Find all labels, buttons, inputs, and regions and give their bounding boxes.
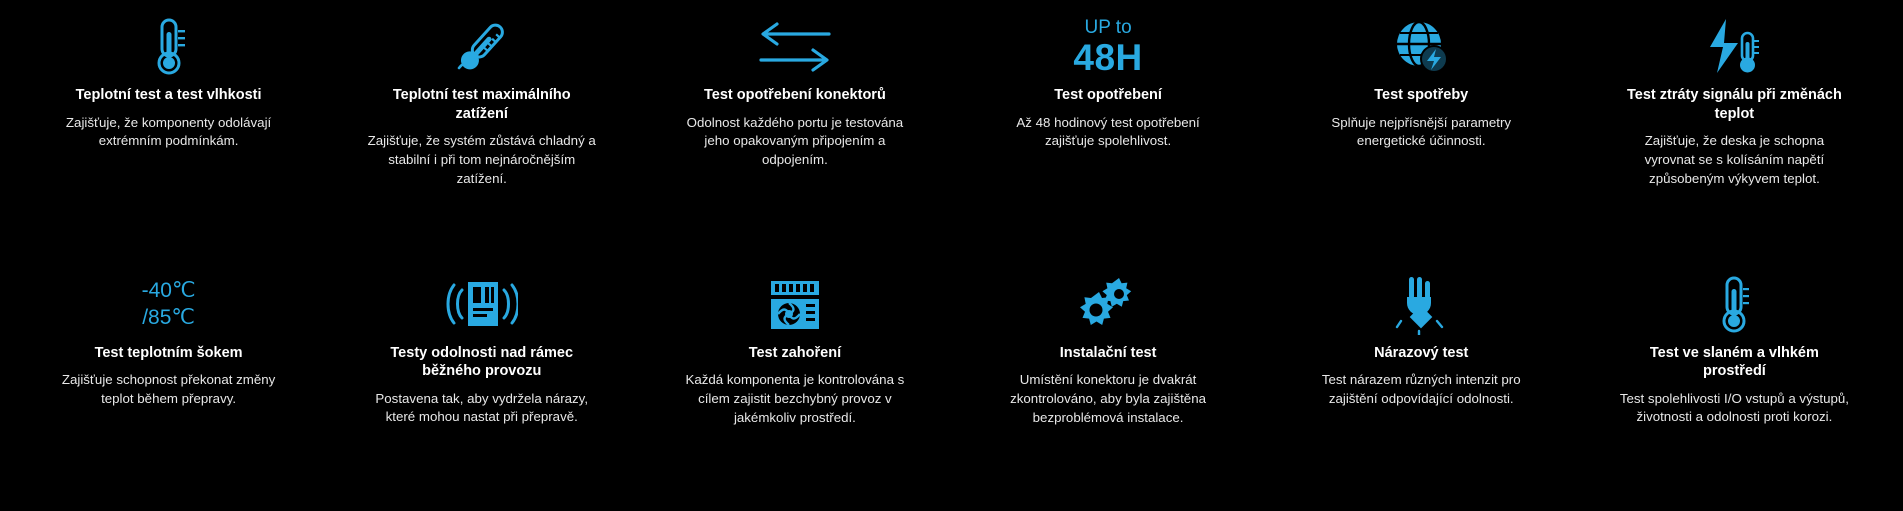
feature-title: Test ve slaném a vlhkém prostředí	[1649, 344, 1819, 380]
feature-card-max-load-temperature	[325, 10, 638, 258]
feature-description: Až 48 hodinový test opotřebení zajišťuje spolehlivost.	[1016, 114, 1200, 149]
feature-description: Zajišťuje, že komponenty odolávají extrémním podmínkám.	[65, 114, 272, 149]
feature-card-salt-humidity	[1578, 258, 1891, 506]
salt-humidity-thermometer-icon	[1712, 272, 1756, 338]
feature-card-impact	[1265, 258, 1578, 506]
feature-card-thermal-shock	[12, 258, 325, 506]
feature-title: Test spotřeby	[1374, 87, 1469, 103]
connector-arrows-icon	[755, 14, 835, 80]
hours-value: 48H	[1073, 37, 1143, 78]
signal-bolt-thermometer-icon	[1706, 14, 1762, 80]
feature-description: Postavena tak, aby vydržela nárazy, které mohou nastat při přepravě.	[375, 390, 589, 425]
feature-description: Zajišťuje, že deska je schopna vyrovnat se s kolísáním napětí způsobeným výkyvem teplot.	[1644, 133, 1825, 186]
feature-description: Umístění konektoru je dvakrát zkontrolováno, aby byla zajištěna bezproblémová instalace.	[1010, 372, 1206, 425]
feature-title: Test opotřebení	[1054, 87, 1162, 103]
globe-power-icon	[1392, 14, 1450, 80]
feature-title: Testy odolnosti nad rámec běžného provozu	[390, 344, 574, 380]
feature-title: Test ztráty signálu při změnách teplot	[1626, 87, 1842, 122]
feature-description: Test spolehlivosti I/O vstupů a výstupů, životnosti a odolnosti proti korozi.	[1619, 390, 1849, 425]
feature-description: Odolnost každého portu je testována jeho opakovaným připojením a odpojením.	[686, 114, 904, 168]
temp-max-value: /85℃	[142, 305, 195, 329]
feature-card-connector-wear	[638, 10, 951, 258]
temp-min-value: -40℃	[141, 279, 196, 303]
thermometer-diagonal-icon	[451, 14, 513, 80]
feature-card-power-consumption	[1265, 10, 1578, 258]
shock-board-icon	[446, 272, 518, 338]
feature-card-temperature-humidity	[12, 10, 325, 258]
up-to-48h-text	[1073, 14, 1142, 80]
feature-title: Teplotní test a test vlhkosti	[75, 87, 262, 103]
feature-title: Teplotní test maximálního zatížení	[392, 87, 571, 122]
feature-title: Test zahoření	[748, 344, 842, 361]
feature-description: Test nárazem různých intenzit pro zajištění odpovídající odolnosti.	[1321, 372, 1521, 406]
gears-icon	[1077, 272, 1139, 338]
feature-card-beyond-spec-durability	[325, 258, 638, 506]
temperature-range-text	[142, 272, 196, 338]
feature-card-installation	[951, 258, 1264, 506]
feature-title: Test opotřebení konektorů	[704, 87, 886, 103]
impact-hammer-icon	[1395, 272, 1447, 338]
feature-title: Instalační test	[1059, 344, 1157, 361]
feature-description: Splňuje nejpřísnější parametry energetické účinnosti.	[1331, 114, 1512, 149]
feature-card-endurance-48h	[951, 10, 1264, 258]
feature-card-signal-loss	[1578, 10, 1891, 258]
burn-in-board-icon	[765, 272, 825, 338]
up-to-label: UP to	[1084, 17, 1132, 38]
feature-description: Každá komponenta je kontrolována s cílem zajistit bezchybný provoz v jakémkoliv prostředí.	[685, 372, 905, 425]
feature-title: Test teplotním šokem	[94, 344, 243, 361]
feature-card-burn-in	[638, 258, 951, 506]
feature-description: Zajišťuje, že systém zůstává chladný a stabilní i při tom nejnáročnějším zatížení.	[367, 133, 596, 186]
feature-description: Zajišťuje schopnost překonat změny teplot během přepravy.	[61, 372, 276, 406]
feature-title: Nárazový test	[1374, 344, 1469, 361]
thermometer-humidity-icon	[146, 14, 192, 80]
